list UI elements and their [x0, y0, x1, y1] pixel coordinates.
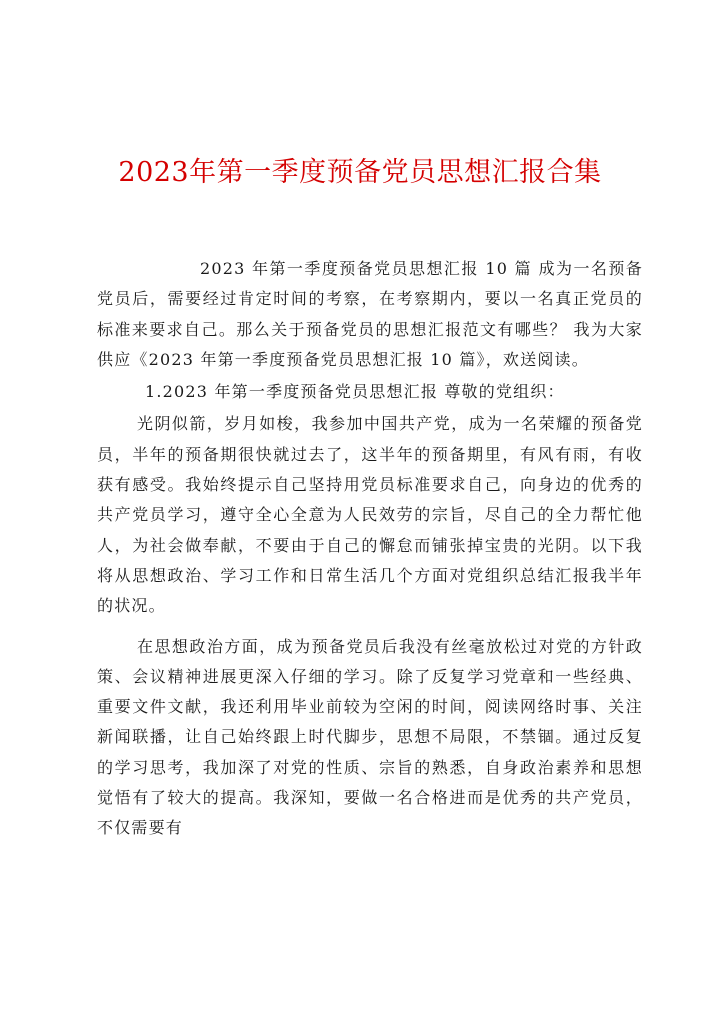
intro-paragraph: 2023 年第一季度预备党员思想汇报 10 篇 成为一名预备党员后，需要经过肯定时间的考察，在考察期内，要以一名真正党员的标准来要求自己。那么关于预备党员的思想汇报范文有哪些？ 我为大家供应《2023 年第一季度预备党员思想汇报 10 篇》，欢送阅读。	[97, 259, 643, 369]
body-paragraph: 光阴似箭，岁月如梭，我参加中国共产党，成为一名荣耀的预备党员，半年的预备期很快就过去了，这半年的预备期里，有风有雨，有收获有感受。我始终提示自己坚持用党员标准要求自己，向身边的优秀的共产党员学习，遵守全心全意为人民效劳的宗旨，尽自己的全力帮忙他人，为社会做奉献，不要由于自己的懈怠而铺张掉宝贵的光阴。以下我将从思想政治、学习工作和日常生活几个方面对党组织总结汇报我半年的状况。	[97, 414, 643, 616]
section-heading: 1.2023 年第一季度预备党员思想汇报 尊敬的党组织：	[145, 382, 565, 402]
document-title: 2023年第一季度预备党员思想汇报合集	[118, 157, 602, 188]
document-body	[97, 254, 643, 844]
body-paragraph: 在思想政治方面，成为预备党员后我没有丝毫放松过对党的方针政策、会议精神进展更深入仔细的学习。除了反复学习党章和一些经典、重要文件文献，我还利用毕业前较为空闲的时间，阅读网络时事、关注新闻联播，让自己始终跟上时代脚步，思想不局限，不禁锢。通过反复的学习思考，我加深了对党的性质、宗旨的熟悉，自身政治素养和思想觉悟有了较大的提高。我深知，要做一名合格进而是优秀的共产党员，不仅需要有	[97, 636, 643, 838]
